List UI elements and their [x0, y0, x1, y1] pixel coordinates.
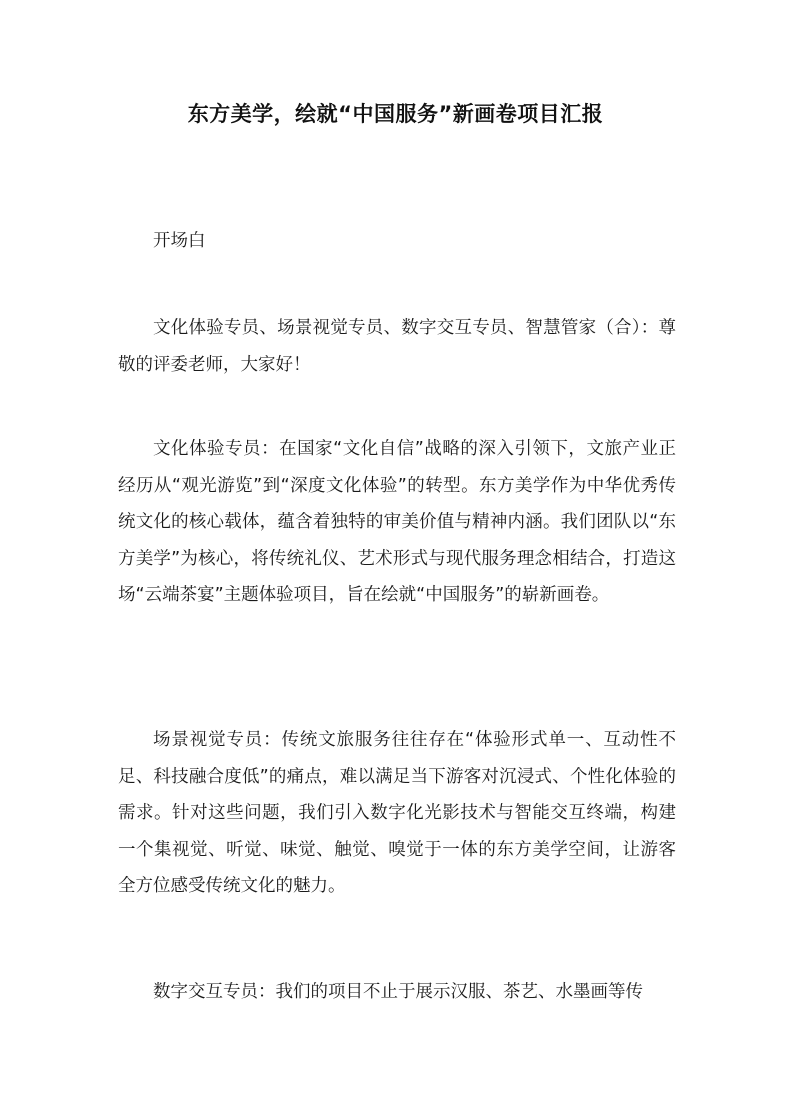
paragraph-digital-interaction-specialist: 数字交互专员：我们的项目不止于展示汉服、茶艺、水墨画等传 [153, 982, 643, 1002]
paragraph-greeting: 文化体验专员、场景视觉专员、数字交互专员、智慧管家（合）：尊敬的评委老师，大家好！ [118, 318, 676, 375]
paragraph-culture-specialist: 文化体验专员：在国家“文化自信”战略的深入引领下，文旅产业正经历从“观光游览”到“深度文化体验”的转型。东方美学作为中华优秀传统文化的核心载体，蕴含着独特的审美价值与精神内涵。我们团队以“东方美学”为核心，将传统礼仪、艺术形式与现代服务理念相结合，打造这场“云端茶宴”主题体验项目，旨在绘就“中国服务”的崭新画卷。 [118, 439, 676, 605]
paragraph-scene-visual-specialist: 场景视觉专员：传统文旅服务往往存在“体验形式单一、互动性不足、科技融合度低”的痛点，难以满足当下游客对沉浸式、个性化体验的需求。针对这些问题，我们引入数字化光影技术与智能交互终端，构建一个集视觉、听觉、味觉、触觉、嗅觉于一体的东方美学空间，让游客全方位感受传统文化的魅力。 [118, 730, 676, 896]
document-title: 东方美学，绘就“中国服务”新画卷项目汇报 [187, 102, 604, 126]
section-heading-opening: 开场白 [153, 231, 206, 251]
